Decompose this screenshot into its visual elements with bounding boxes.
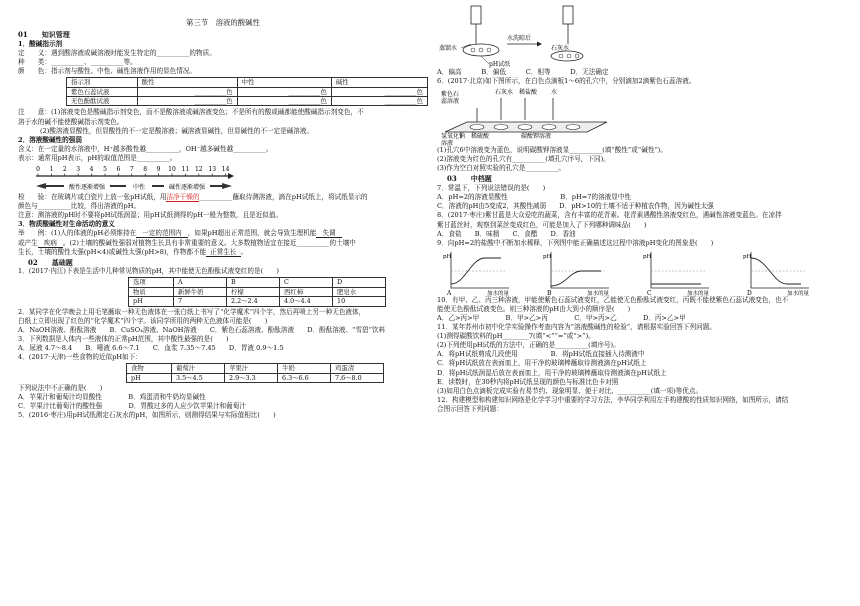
line-types: 种 类：__________、__________等。	[18, 58, 137, 67]
cell: 紫色石蕊试液	[67, 87, 138, 96]
ph-options-table	[128, 277, 386, 306]
table-row	[127, 373, 384, 382]
table-cell: 2.9～3.3	[225, 373, 278, 382]
table-cell: 肥皂水	[333, 287, 386, 296]
table-cell: 物质	[129, 287, 174, 296]
graph-y-label: pH	[443, 253, 452, 260]
question-1: 1．(2017·内江)下表是生活中几种常见物质的pH，其中能使无色酚酞试液变红的是( )	[18, 267, 279, 276]
table-cell: 7	[174, 297, 227, 306]
line-meaning: 含义：在一定量的水溶液中，H⁺越多酸性越__________，OH⁻越多碱性越__________。	[18, 144, 273, 153]
question-4-stem: 下列说法中不正确的是( )	[18, 384, 103, 393]
th-indicator: 指示剂	[67, 78, 138, 87]
table-row	[129, 287, 386, 296]
ph-dilution-graphs	[437, 248, 847, 296]
table-cell: 新鲜牛奶	[174, 287, 227, 296]
scale-number: 2	[62, 166, 67, 174]
question-7-optAB: A．pH=2的溶液显酸性 B．pH=7的溶液显中性	[437, 193, 632, 202]
note-1: 注 意：(1)溶液变色是酸碱指示剂变色，而不是酸溶液或碱溶液变色；不是所有的酸或碱都能使酸碱指示剂变色，不	[18, 108, 364, 117]
question-11-3: (3)如用白色点滴板完成实验有易节约、现象明显、便于对比、__________(填一项)等优点。	[437, 386, 703, 395]
graph-x-label: 加水的量	[587, 290, 610, 296]
question-11-optE: E．读数时，在30秒内将pH试纸呈现的颜色与标准比色卡对照	[437, 377, 619, 386]
cell: 无色酚酞试液	[67, 97, 138, 106]
line-representation: 表示：通常用pH表示，pH的取值范围是__________。	[18, 153, 177, 162]
question-6: 6．(2017·北京)如下图所示，在白色点滴板1～6的孔穴中，分别滴加2滴紫色石蕊溶液。	[437, 77, 696, 86]
food-ph-table	[126, 363, 384, 383]
table-row	[129, 278, 386, 287]
heading-medium: 03 中档题	[447, 174, 492, 184]
ph-scale	[18, 164, 428, 192]
table-cell: 鸡蛋清	[331, 364, 384, 373]
table-cell: 10	[333, 297, 386, 306]
test-text-red: 洁净干燥的	[166, 193, 200, 202]
line-colors: 颜 色：指示剂与酸性、中性、碱性溶液作用的显色情况。	[18, 67, 197, 76]
fig2-label: 石灰水	[495, 89, 514, 97]
graph-c	[643, 252, 710, 296]
scale-number: 14	[221, 166, 230, 174]
note-2: (2)酸溶液显酸性，但显酸性的不一定是酸溶液；碱溶液显碱性，但显碱性的不一定是碱溶液。	[40, 126, 314, 135]
th-neutral: 中性	[237, 78, 331, 87]
answer-range: 一定的范围内	[136, 229, 188, 238]
scale-number: 13	[208, 166, 217, 174]
line-example-1	[18, 229, 428, 238]
table-cell: 柠檬	[227, 287, 280, 296]
question-12b: 合图示回答下列问题：	[437, 404, 503, 413]
graph-letter: D	[747, 289, 752, 296]
question-11-optAB: A．将pH试纸剪成几段使用 B．将pH试纸直接插入待测液中	[437, 350, 645, 359]
graph-y-label: pH	[543, 253, 552, 260]
answer-growth: 正常生长	[206, 248, 240, 257]
cell: __________色	[137, 87, 237, 96]
question-11-2: (2)下列使用pH试纸的方法中，正确的是__________(填序号)。	[437, 341, 620, 350]
scale-number: 11	[181, 166, 190, 174]
question-2-options: A．NaOH溶液、酚酞溶液 B．CuSO₄溶液、NaOH溶液 C．紫色石蕊溶液、酚酞溶液 D．酚酞溶液、“雪碧”饮料	[18, 325, 386, 334]
scale-number: 9	[156, 166, 161, 174]
question-6-1: (1)孔穴6中溶液变为蓝色，说明碳酸钾溶液显__________(填“酸性”或“碱性”)。	[437, 146, 667, 155]
graph-x-label: 加水的量	[787, 290, 810, 296]
fig2-label: 溶液	[441, 140, 454, 147]
question-10-options: A．乙>丙>甲 B．甲>乙>丙 C．甲>丙>乙 D．丙>乙>甲	[437, 313, 686, 322]
answer-disorder: 失调	[316, 229, 341, 238]
cell: __________色	[331, 87, 427, 96]
question-11: 11．某年苏州市初中化学实验操作考查内容为“溶液酸碱性的检验”，请根据实验回答下列问题。	[437, 323, 716, 332]
text: 。(2)土壤的酸碱性强弱对植物生长具有非常重要的意义。大多数植物适宜在接近__________的土壤中	[62, 238, 356, 247]
table-cell: 牛奶	[278, 364, 331, 373]
question-11-optC: C．将pH试纸放在表面皿上，用干净的玻璃棒蘸取待测液滴在pH试纸上	[437, 359, 647, 368]
table-cell: 2.2～2.4	[227, 297, 280, 306]
question-10b: 能使无色酚酞试液变色。则三种溶液的pH由大到小的顺序是( )	[437, 304, 631, 313]
table-cell: D	[333, 278, 386, 287]
scale-number: 8	[143, 166, 148, 174]
scale-number: 7	[129, 166, 134, 174]
table-cell: 苹果汁	[225, 364, 278, 373]
text: 举 例：(1)人的体液的pH必须维持在	[18, 229, 137, 238]
cell: __________色	[237, 87, 331, 96]
spot-plate-figure	[437, 86, 657, 146]
test-text-b: __________蘸取待测溶液，滴在pH试纸上，将试纸显示的	[199, 193, 368, 202]
question-4: 4．(2017·天津)一些食物的近似pH如下：	[18, 353, 142, 362]
text: 。	[240, 247, 248, 256]
graph-d	[743, 252, 810, 296]
line-definition: 定 义：遇到酸溶液或碱溶液时能发生特定的__________的物质。	[18, 48, 216, 57]
table-cell: 食物	[127, 364, 172, 373]
fig2-label: 水	[551, 89, 558, 97]
fig1-label-paper: pH试纸	[489, 61, 511, 68]
table-cell: pH	[127, 373, 172, 382]
table-row	[129, 297, 386, 306]
heading-basic: 02 基础题	[28, 257, 73, 267]
note-1b: 溶于水的碱不能使酸碱指示剂变色。	[18, 117, 124, 126]
question-5-options: A．偏高 B．偏低 C．相等 D．无法确定	[437, 68, 609, 76]
scale-number: 10	[168, 166, 176, 174]
table-cell: 选项	[129, 278, 174, 287]
graph-x-label: 加水的量	[687, 290, 710, 296]
question-5: 5．(2016·枣庄)用pH试纸测定石灰水的pH，如图所示，则测得结果与实际值相比( )	[18, 411, 276, 420]
text: 生长，土壤的酸性太强(pH<4)或碱性太强(pH>8)，作物都不能	[18, 247, 207, 256]
question-8a: 8．(2017·枣庄)紫甘蓝是大众爱吃的蔬菜，含有丰富的花青素。花青素遇酸性溶液变红色，遇碱性溶液变蓝色。在凉拌	[437, 211, 782, 220]
question-8b: 紫甘蓝丝时，观察到菜丝变成红色，可能是加入了下列哪种调味品( )	[437, 220, 647, 229]
question-11-optD: D．将pH试纸润湿后放在表面皿上，用干净的玻璃棒蘸取待测液滴在pH试纸上	[437, 368, 667, 377]
heading-strength: 2．溶液酸碱性的强弱	[18, 135, 82, 144]
line-test	[18, 193, 428, 202]
line-example-3	[18, 248, 428, 257]
text: ，如果pH超出正常范围，就会导致生理机能	[187, 229, 317, 238]
cell: __________色	[237, 97, 331, 106]
question-8-options: A．食盐 B．味精 C．食醋 D．香油	[437, 229, 576, 238]
question-11-1: (1)测得碳酸饮料的pH________7(填“<”“=”或“>”)。	[437, 332, 595, 341]
table-cell: B	[227, 278, 280, 287]
fig1-label-wash: 水洗晾后	[507, 35, 532, 42]
section-title: 第三节 溶液的酸碱性	[186, 18, 260, 27]
table-cell: pH	[129, 297, 174, 306]
graph-letter: C	[647, 289, 652, 296]
table-cell: A	[174, 278, 227, 287]
scale-number: 1	[49, 166, 54, 174]
scale-neutral-label: 中性	[132, 184, 146, 192]
answer-disease: 疾病	[38, 239, 63, 248]
cell: __________色	[331, 97, 427, 106]
scale-number: 0	[36, 166, 40, 174]
scale-number: 12	[194, 166, 203, 174]
graph-curve	[551, 271, 601, 286]
heading-knowledge: 01 知识管理	[18, 30, 70, 40]
test-text-a: 检 验：在玻璃片或白瓷片上放一张pH试纸，用	[18, 193, 167, 202]
table-cell: 6.3～6.6	[278, 373, 331, 382]
fig2-label: 氢氧化钠	[441, 133, 466, 141]
graph-b	[543, 252, 610, 296]
question-12a: 12．构建模型和构建知识网络是化学学习中重要的学习方法，李华同学利用左手构建酸的性质知识网络，如图所示，请结	[437, 395, 789, 404]
question-4-optAB: A．苹果汁和葡萄汁均显酸性 B．鸡蛋清和牛奶均显碱性	[18, 393, 206, 402]
question-2a: 2．某同学在化学晚会上用毛笔蘸取一种无色液体在一张白纸上书写了“化学魔术”四个字，然后再喷上另一种无色液体，	[18, 307, 366, 316]
scale-number: 4	[89, 166, 94, 174]
graph-y-label: pH	[743, 253, 752, 260]
cell: __________色	[137, 97, 237, 106]
scale-acid-label: 酸性逐渐增强	[68, 184, 106, 192]
left-column	[18, 6, 428, 420]
graph-a	[443, 252, 510, 296]
question-6-2: (2)溶液变为红色的孔穴有__________(填孔穴序号，下同)。	[437, 155, 610, 164]
table-cell: 4.0～4.4	[280, 297, 333, 306]
question-3: 3．下列数据是人体内一些液体的正常pH范围，其中酸性最强的是( )	[18, 334, 229, 343]
th-base: 碱性	[331, 78, 427, 87]
fig2-label: 蕊溶液	[441, 98, 460, 106]
scale-number: 5	[103, 166, 107, 174]
scale-base-label: 碱性逐渐增强	[168, 184, 206, 192]
fig2-label: 紫色石	[441, 91, 460, 99]
note-3: 注意：测溶液的pH时不要将pH试纸润湿；用pH试纸测得的pH一般为整数，且是近似值。	[18, 211, 283, 220]
fig1-label-limewater: 石灰水	[551, 45, 570, 52]
question-4-optCD: C．苹果汁比葡萄汁的酸性强 D．胃酸过多的人应少饮苹果汁和葡萄汁	[18, 402, 246, 411]
table-cell: 3.5～4.5	[172, 373, 225, 382]
graph-y-label: pH	[643, 253, 652, 260]
question-10a: 10．有甲、乙、丙三种溶液，甲能使紫色石蕊试液变红，乙能使无色酚酞试液变红，丙既不能使紫色石蕊试液变色，也不	[437, 295, 789, 304]
heading-life: 3．物质酸碱性对生命活动的意义	[18, 220, 115, 229]
fig2-label: 碳酸钾溶液	[521, 133, 552, 141]
question-3-options: A．尿液 4.7～8.4 B．唾液 6.6～7.1 C．血浆 7.35～7.45 D．胃液 0.9～1.5	[18, 344, 284, 353]
graph-x-label: 加水的量	[487, 290, 510, 296]
ph-test-figure	[437, 4, 597, 68]
fig1-label-water: 蒸馏水	[439, 45, 458, 52]
question-7-optCD: C．溶液的pH由5变成2，其酸性减弱 D．pH>10的土壤不适于种植农作物，因为碱性太强	[437, 202, 714, 211]
indicator-table	[66, 77, 428, 106]
table-row	[127, 364, 384, 373]
question-9: 9．向pH=2的盐酸中不断加水稀释，下列图中能正确描述这过程中溶液pH变化的图象是( )	[437, 238, 714, 247]
question-7: 7．常温下，下列说法错误的是( )	[437, 184, 546, 193]
question-2b: 白纸上立即出现了红色的“化学魔术”四个字。该同学所用的两种无色液体可能是( )	[18, 316, 268, 325]
right-column	[437, 4, 847, 414]
text: 或产生	[18, 238, 38, 247]
question-6-3: (3)作为空白对照实验的孔穴是__________。	[437, 164, 566, 173]
table-cell: 西红柿	[280, 287, 333, 296]
table-cell: 葡萄汁	[172, 364, 225, 373]
line-example-2	[18, 239, 428, 248]
graph-letter: A	[447, 289, 452, 296]
scale-number: 6	[116, 166, 121, 174]
fig2-label: 稀硫酸	[471, 133, 490, 141]
heading-indicator: 1．酸碱指示剂	[18, 39, 63, 48]
line-compare: 颜色与__________比较，得出溶液的pH。	[18, 202, 141, 211]
table-cell: 7.6～8.0	[331, 373, 384, 382]
graph-letter: B	[547, 289, 552, 296]
table-cell: C	[280, 278, 333, 287]
th-acid: 酸性	[137, 78, 237, 87]
scale-number: 3	[76, 166, 81, 174]
fig2-label: 稀盐酸	[519, 89, 538, 97]
ph-scale-svg	[18, 164, 238, 192]
